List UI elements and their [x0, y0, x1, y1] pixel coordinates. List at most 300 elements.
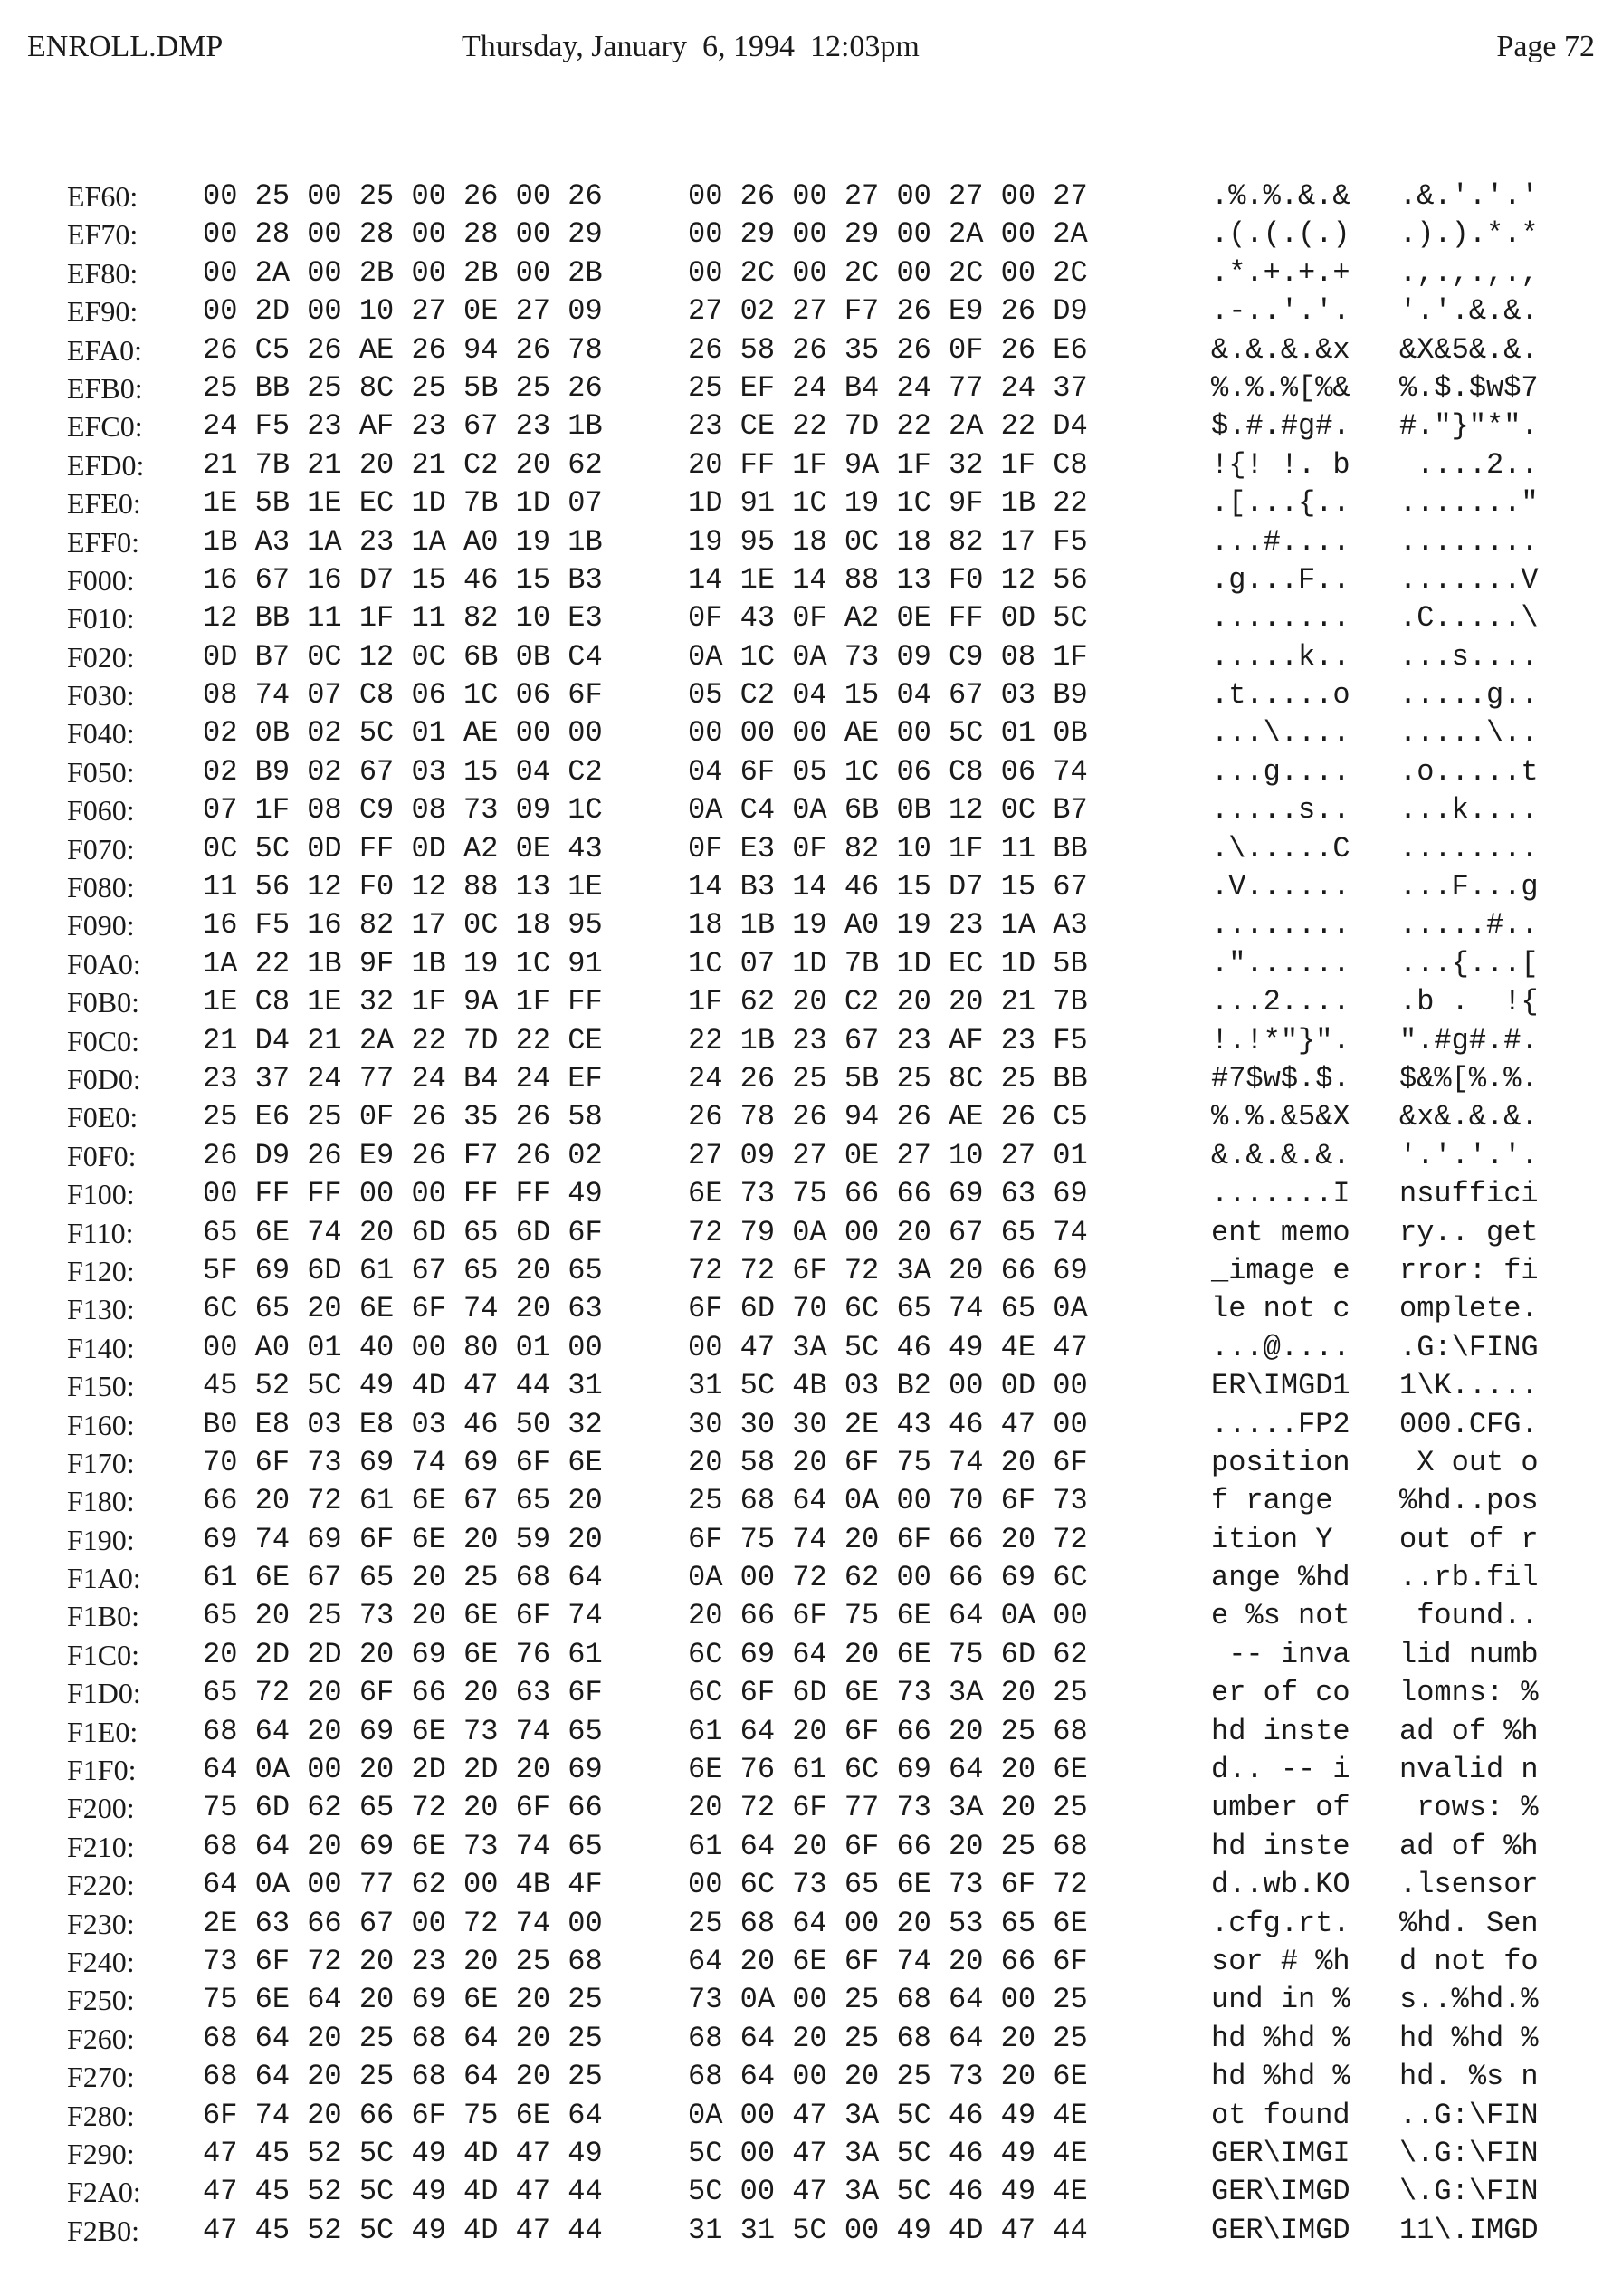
hex-bytes-left: 68 64 20 69 6E 73 74 65	[203, 1714, 603, 1748]
ascii-right: ry.. get	[1399, 1215, 1539, 1249]
hex-bytes-left: 2E 63 66 67 00 72 74 00	[203, 1906, 603, 1940]
ascii-right: .......V	[1399, 562, 1539, 597]
ascii-left: ."......	[1211, 946, 1350, 981]
ascii-left: e %s not	[1211, 1599, 1350, 1633]
hex-bytes-left: 23 37 24 77 24 B4 24 EF	[203, 1061, 603, 1095]
address: F240:	[67, 1945, 135, 1978]
hex-bytes-left: 65 72 20 6F 66 20 63 6F	[203, 1676, 603, 1710]
dump-row	[67, 906, 1588, 944]
dump-row	[67, 1137, 1588, 1175]
hex-bytes-right: 20 72 6F 77 73 3A 20 25	[688, 1791, 1088, 1825]
ascii-left: GER\IMGI	[1211, 2136, 1350, 2170]
address: F070:	[67, 832, 135, 866]
address: F1F0:	[67, 1754, 137, 1787]
address: F040:	[67, 717, 135, 751]
address: F030:	[67, 679, 135, 713]
ascii-right: ...s....	[1399, 639, 1539, 674]
hex-bytes-left: 1E C8 1E 32 1F 9A 1F FF	[203, 985, 603, 1019]
hex-bytes-left: 11 56 12 F0 12 88 13 1E	[203, 870, 603, 904]
dump-row	[67, 945, 1588, 983]
address: F0F0:	[67, 1139, 137, 1172]
hex-bytes-left: 16 67 16 D7 15 46 15 B3	[203, 562, 603, 597]
address: F1D0:	[67, 1677, 141, 1710]
ascii-left: ........	[1211, 601, 1350, 636]
dump-row	[67, 638, 1588, 676]
dump-row	[67, 561, 1588, 599]
hex-bytes-left: 75 6E 64 20 69 6E 20 25	[203, 1983, 603, 2017]
ascii-right: found..	[1399, 1599, 1539, 1633]
hex-bytes-left: 47 45 52 5C 49 4D 47 49	[203, 2136, 603, 2170]
hex-bytes-left: 73 6F 72 20 23 20 25 68	[203, 1944, 603, 1978]
hex-bytes-left: 64 0A 00 77 62 00 4B 4F	[203, 1868, 603, 1902]
address: F020:	[67, 640, 135, 674]
address: F270:	[67, 2061, 135, 2094]
ascii-right: &x&.&.&.	[1399, 1100, 1539, 1134]
hex-bytes-right: 25 68 64 0A 00 70 6F 73	[688, 1484, 1088, 1518]
ascii-left: d..wb.KO	[1211, 1868, 1350, 1902]
address: F0E0:	[67, 1101, 138, 1134]
address: F1E0:	[67, 1715, 138, 1748]
address: F0C0:	[67, 1024, 140, 1057]
hex-bytes-left: 02 0B 02 5C 01 AE 00 00	[203, 716, 603, 751]
hex-bytes-right: 00 6C 73 65 6E 73 6F 72	[688, 1868, 1088, 1902]
hex-bytes-right: 72 72 6F 72 3A 20 66 69	[688, 1253, 1088, 1287]
dump-row	[67, 676, 1588, 714]
hex-bytes-right: 6C 69 64 20 6E 75 6D 62	[688, 1637, 1088, 1671]
ascii-left: ition Y	[1211, 1522, 1350, 1556]
hex-bytes-right: 1F 62 20 C2 20 20 21 7B	[688, 985, 1088, 1019]
hex-bytes-right: 68 64 00 20 25 73 20 6E	[688, 2060, 1088, 2094]
hex-bytes-left: 47 45 52 5C 49 4D 47 44	[203, 2213, 603, 2247]
ascii-left: ........	[1211, 908, 1350, 942]
ascii-left: le not c	[1211, 1292, 1350, 1326]
hex-bytes-left: 45 52 5C 49 4D 47 44 31	[203, 1369, 603, 1403]
ascii-left: #7$w$.$.	[1211, 1061, 1350, 1095]
hex-bytes-left: 00 2D 00 10 27 0E 27 09	[203, 294, 603, 329]
page-number: Page 72	[1496, 30, 1595, 63]
ascii-right: .G:\FING	[1399, 1330, 1539, 1364]
hex-bytes-left: 0C 5C 0D FF 0D A2 0E 43	[203, 831, 603, 866]
hex-bytes-right: 26 78 26 94 26 AE 26 C5	[688, 1100, 1088, 1134]
hex-bytes-right: 0A 00 47 3A 5C 46 49 4E	[688, 2098, 1088, 2132]
address: EFF0:	[67, 525, 140, 559]
hex-bytes-left: 25 E6 25 0F 26 35 26 58	[203, 1100, 603, 1134]
address: F1A0:	[67, 1562, 141, 1595]
ascii-left: ...g....	[1211, 754, 1350, 789]
dump-row	[67, 254, 1588, 292]
hex-bytes-right: 0A C4 0A 6B 0B 12 0C B7	[688, 793, 1088, 828]
address: F210:	[67, 1830, 135, 1863]
hex-bytes-right: 00 47 3A 5C 46 49 4E 47	[688, 1330, 1088, 1364]
hex-bytes-left: 47 45 52 5C 49 4D 47 44	[203, 2175, 603, 2209]
ascii-left: sor # %h	[1211, 1944, 1350, 1978]
hex-bytes-left: 25 BB 25 8C 25 5B 25 26	[203, 370, 603, 405]
hex-bytes-left: 24 F5 23 AF 23 67 23 1B	[203, 409, 603, 444]
ascii-left: umber of	[1211, 1791, 1350, 1825]
ascii-right: nvalid n	[1399, 1753, 1539, 1787]
ascii-left: hd %hd %	[1211, 2060, 1350, 2094]
ascii-left: &.&.&.&.	[1211, 1138, 1350, 1172]
ascii-left: .......I	[1211, 1177, 1350, 1211]
ascii-left: !.!*"}".	[1211, 1023, 1350, 1057]
dump-row	[67, 1521, 1588, 1559]
hex-bytes-left: 00 2A 00 2B 00 2B 00 2B	[203, 255, 603, 290]
ascii-left: GER\IMGD	[1211, 2175, 1350, 2209]
hex-bytes-right: 00 2C 00 2C 00 2C 00 2C	[688, 255, 1088, 290]
ascii-right: hd. %s n	[1399, 2060, 1539, 2094]
address: F100:	[67, 1178, 135, 1211]
ascii-right: rror: fi	[1399, 1253, 1539, 1287]
dump-row	[67, 1943, 1588, 1981]
address: F160:	[67, 1408, 135, 1441]
address: EFE0:	[67, 487, 141, 521]
address: EF90:	[67, 295, 138, 329]
hex-bytes-right: 72 79 0A 00 20 67 65 74	[688, 1215, 1088, 1249]
hex-bytes-left: 1A 22 1B 9F 1B 19 1C 91	[203, 946, 603, 981]
ascii-right: '.'.'.'.	[1399, 1138, 1539, 1172]
hex-bytes-right: 5C 00 47 3A 5C 46 49 4E	[688, 2175, 1088, 2209]
ascii-left: f range	[1211, 1484, 1350, 1518]
hex-bytes-left: 69 74 69 6F 6E 20 59 20	[203, 1522, 603, 1556]
hex-bytes-left: 26 C5 26 AE 26 94 26 78	[203, 332, 603, 367]
hex-bytes-right: 1C 07 1D 7B 1D EC 1D 5B	[688, 946, 1088, 981]
dump-row	[67, 983, 1588, 1021]
ascii-left: .*.+.+.+	[1211, 255, 1350, 290]
dump-row	[67, 1482, 1588, 1520]
address: EF70:	[67, 218, 138, 252]
ascii-right: ...F...g	[1399, 870, 1539, 904]
ascii-left: _image e	[1211, 1253, 1350, 1287]
hex-bytes-right: 25 EF 24 B4 24 77 24 37	[688, 370, 1088, 405]
dump-row	[67, 446, 1588, 484]
hex-bytes-right: 0F E3 0F 82 10 1F 11 BB	[688, 831, 1088, 866]
hex-bytes-left: 6C 65 20 6E 6F 74 20 63	[203, 1292, 603, 1326]
dump-row	[67, 215, 1588, 254]
ascii-left: %.%.%[%&	[1211, 370, 1350, 405]
ascii-right: ad of %h	[1399, 1714, 1539, 1748]
hex-bytes-right: 24 26 25 5B 25 8C 25 BB	[688, 1061, 1088, 1095]
dump-row	[67, 523, 1588, 561]
address: F080:	[67, 871, 135, 904]
ascii-right: .....#..	[1399, 908, 1539, 942]
address: F250:	[67, 1984, 135, 2017]
dump-row	[67, 830, 1588, 868]
ascii-right: s..%hd.%	[1399, 1983, 1539, 2017]
hex-bytes-right: 31 31 5C 00 49 4D 47 44	[688, 2213, 1088, 2247]
ascii-right: nsuffici	[1399, 1177, 1539, 1211]
hex-bytes-right: 73 0A 00 25 68 64 00 25	[688, 1983, 1088, 2017]
dump-row	[67, 1559, 1588, 1597]
hex-bytes-left: 21 7B 21 20 21 C2 20 62	[203, 447, 603, 482]
ascii-right: out of r	[1399, 1522, 1539, 1556]
address: EF60:	[67, 180, 138, 213]
ascii-left: &.&.&.&x	[1211, 332, 1350, 367]
dump-row	[67, 2097, 1588, 2135]
ascii-right: ".#g#.#.	[1399, 1023, 1539, 1057]
ascii-left: ent memo	[1211, 1215, 1350, 1249]
hex-bytes-left: 26 D9 26 E9 26 F7 26 02	[203, 1138, 603, 1172]
hex-bytes-right: 6E 76 61 6C 69 64 20 6E	[688, 1753, 1088, 1787]
ascii-left: .(.(.(.)	[1211, 217, 1350, 252]
address: F230:	[67, 1907, 135, 1940]
ascii-left: .V......	[1211, 870, 1350, 904]
ascii-left: .g...F..	[1211, 562, 1350, 597]
ascii-right: ........	[1399, 524, 1539, 559]
ascii-left: hd inste	[1211, 1829, 1350, 1863]
address: F0D0:	[67, 1062, 141, 1095]
hex-bytes-right: 14 1E 14 88 13 F0 12 56	[688, 562, 1088, 597]
hex-bytes-left: 12 BB 11 1F 11 82 10 E3	[203, 601, 603, 636]
hex-bytes-left: 02 B9 02 67 03 15 04 C2	[203, 754, 603, 789]
ascii-right: ..rb.fil	[1399, 1561, 1539, 1595]
ascii-left: .%.%.&.&	[1211, 179, 1350, 213]
dump-row	[67, 407, 1588, 445]
address: F090:	[67, 909, 135, 942]
hex-bytes-left: 00 28 00 28 00 28 00 29	[203, 217, 603, 252]
hex-bytes-left: 16 F5 16 82 17 0C 18 95	[203, 908, 603, 942]
ascii-left: hd inste	[1211, 1714, 1350, 1748]
dump-row	[67, 1866, 1588, 1904]
ascii-left: %.%.&5&X	[1211, 1100, 1350, 1134]
ascii-left: -- inva	[1211, 1637, 1350, 1671]
dump-row	[67, 1060, 1588, 1098]
ascii-right: $&%[%.%.	[1399, 1061, 1539, 1095]
dump-row	[67, 2020, 1588, 2058]
ascii-left: .....k..	[1211, 639, 1350, 674]
ascii-left: .t.....o	[1211, 678, 1350, 713]
ascii-left: .cfg.rt.	[1211, 1906, 1350, 1940]
ascii-left: er of co	[1211, 1676, 1350, 1710]
ascii-left: .[...{..	[1211, 486, 1350, 521]
address: F260:	[67, 2022, 135, 2055]
ascii-right: .....g..	[1399, 678, 1539, 713]
hex-bytes-left: 21 D4 21 2A 22 7D 22 CE	[203, 1023, 603, 1057]
hex-bytes-left: 6F 74 20 66 6F 75 6E 64	[203, 2098, 603, 2132]
hex-bytes-right: 6F 75 74 20 6F 66 20 72	[688, 1522, 1088, 1556]
dump-row	[67, 292, 1588, 330]
hex-bytes-right: 30 30 30 2E 43 46 47 00	[688, 1407, 1088, 1441]
hex-bytes-left: 70 6F 73 69 74 69 6F 6E	[203, 1445, 603, 1479]
hex-bytes-right: 20 FF 1F 9A 1F 32 1F C8	[688, 447, 1088, 482]
ascii-right: .&.'.'.'	[1399, 179, 1539, 213]
hex-bytes-left: 61 6E 67 65 20 25 68 64	[203, 1561, 603, 1595]
address: EFD0:	[67, 448, 145, 482]
ascii-right: hd %hd %	[1399, 2021, 1539, 2055]
ascii-right: %hd..pos	[1399, 1484, 1539, 1518]
dump-row	[67, 331, 1588, 369]
hex-bytes-right: 22 1B 23 67 23 AF 23 F5	[688, 1023, 1088, 1057]
ascii-right: ..G:\FIN	[1399, 2098, 1539, 2132]
address: EF80:	[67, 256, 138, 290]
hex-bytes-right: 00 29 00 29 00 2A 00 2A	[688, 217, 1088, 252]
dump-row	[67, 2135, 1588, 2173]
hex-bytes-left: 75 6D 62 65 72 20 6F 66	[203, 1791, 603, 1825]
hex-bytes-left: 65 20 25 73 20 6E 6F 74	[203, 1599, 603, 1633]
ascii-left: GER\IMGD	[1211, 2213, 1350, 2247]
ascii-right: '.'.&.&.	[1399, 294, 1539, 329]
hex-bytes-left: 65 6E 74 20 6D 65 6D 6F	[203, 1215, 603, 1249]
dump-row	[67, 1981, 1588, 2019]
address: F280:	[67, 2099, 135, 2132]
hex-bytes-right: 6C 6F 6D 6E 73 3A 20 25	[688, 1676, 1088, 1710]
hex-bytes-right: 0A 1C 0A 73 09 C9 08 1F	[688, 639, 1088, 674]
hex-bytes-left: 0D B7 0C 12 0C 6B 0B C4	[203, 639, 603, 674]
ascii-right: .....\..	[1399, 716, 1539, 751]
hex-bytes-right: 00 26 00 27 00 27 00 27	[688, 179, 1088, 213]
hex-bytes-left: 1B A3 1A 23 1A A0 19 1B	[203, 524, 603, 559]
hex-bytes-right: 27 09 27 0E 27 10 27 01	[688, 1138, 1088, 1172]
hex-bytes-right: 68 64 20 25 68 64 20 25	[688, 2021, 1088, 2055]
ascii-right: #."}"*".	[1399, 409, 1539, 444]
hex-bytes-right: 61 64 20 6F 66 20 25 68	[688, 1829, 1088, 1863]
dump-row	[67, 1444, 1588, 1482]
ascii-right: ......."	[1399, 486, 1539, 521]
dump-row	[67, 2058, 1588, 2096]
ascii-left: ...\....	[1211, 716, 1350, 751]
hex-bytes-left: 07 1F 08 C9 08 73 09 1C	[203, 793, 603, 828]
ascii-right: X out o	[1399, 1445, 1539, 1479]
hex-bytes-left: 68 64 20 25 68 64 20 25	[203, 2021, 603, 2055]
hex-bytes-right: 31 5C 4B 03 B2 00 0D 00	[688, 1369, 1088, 1403]
dump-row	[67, 1674, 1588, 1712]
dump-row	[67, 1828, 1588, 1866]
dump-row	[67, 1636, 1588, 1674]
ascii-left: hd %hd %	[1211, 2021, 1350, 2055]
address: F2A0:	[67, 2176, 141, 2209]
dump-row	[67, 1022, 1588, 1060]
ascii-right: rows: %	[1399, 1791, 1539, 1825]
dump-row	[67, 1098, 1588, 1136]
ascii-right: 1\K.....	[1399, 1369, 1539, 1403]
hex-bytes-right: 26 58 26 35 26 0F 26 E6	[688, 332, 1088, 367]
hex-bytes-right: 64 20 6E 6F 74 20 66 6F	[688, 1944, 1088, 1978]
address: F120:	[67, 1254, 135, 1287]
ascii-right: ...k....	[1399, 793, 1539, 828]
ascii-right: ad of %h	[1399, 1829, 1539, 1863]
ascii-left: ...#....	[1211, 524, 1350, 559]
address: F2B0:	[67, 2214, 140, 2247]
ascii-left: !{! !. b	[1211, 447, 1350, 482]
ascii-left: ...2....	[1211, 985, 1350, 1019]
ascii-right: .,.,.,.,	[1399, 255, 1539, 290]
ascii-right: .lsensor	[1399, 1868, 1539, 1902]
hex-bytes-right: 5C 00 47 3A 5C 46 49 4E	[688, 2136, 1088, 2170]
address: F110:	[67, 1216, 134, 1249]
ascii-right: %hd. Sen	[1399, 1906, 1539, 1940]
dump-row	[67, 1367, 1588, 1405]
hex-bytes-right: 61 64 20 6F 66 20 25 68	[688, 1714, 1088, 1748]
hex-bytes-left: 20 2D 2D 20 69 6E 76 61	[203, 1637, 603, 1671]
hex-bytes-left: 08 74 07 C8 06 1C 06 6F	[203, 678, 603, 713]
ascii-right: .b . !{	[1399, 985, 1539, 1019]
ascii-right: lomns: %	[1399, 1676, 1539, 1710]
dump-row	[67, 2212, 1588, 2250]
address: F0A0:	[67, 947, 141, 981]
address: F1C0:	[67, 1638, 140, 1671]
hex-bytes-left: 68 64 20 69 6E 73 74 65	[203, 1829, 603, 1863]
dump-row	[67, 1290, 1588, 1328]
hex-bytes-right: 18 1B 19 A0 19 23 1A A3	[688, 908, 1088, 942]
hex-bytes-right: 19 95 18 0C 18 82 17 F5	[688, 524, 1088, 559]
hex-bytes-left: 68 64 20 25 68 64 20 25	[203, 2060, 603, 2094]
ascii-left: .-..'.'.	[1211, 294, 1350, 329]
ascii-right: d not fo	[1399, 1944, 1539, 1978]
address: F130:	[67, 1293, 135, 1326]
hex-bytes-right: 27 02 27 F7 26 E9 26 D9	[688, 294, 1088, 329]
ascii-right: ...{...[	[1399, 946, 1539, 981]
address: F140:	[67, 1331, 135, 1364]
ascii-right: ........	[1399, 831, 1539, 866]
ascii-right: &X&5&.&.	[1399, 332, 1539, 367]
ascii-right: ....2..	[1399, 447, 1539, 482]
ascii-left: ...@....	[1211, 1330, 1350, 1364]
address: F220:	[67, 1869, 135, 1902]
ascii-right: 11\.IMGD	[1399, 2213, 1539, 2247]
hex-bytes-left: 66 20 72 61 6E 67 65 20	[203, 1484, 603, 1518]
dump-row	[67, 1789, 1588, 1827]
dump-row	[67, 868, 1588, 906]
ascii-right: \.G:\FIN	[1399, 2136, 1539, 2170]
dump-row	[67, 1406, 1588, 1444]
hex-bytes-right: 14 B3 14 46 15 D7 15 67	[688, 870, 1088, 904]
hex-bytes-right: 05 C2 04 15 04 67 03 B9	[688, 678, 1088, 713]
ascii-left: ER\IMGD1	[1211, 1369, 1350, 1403]
hex-bytes-left: 1E 5B 1E EC 1D 7B 1D 07	[203, 486, 603, 521]
hex-bytes-right: 25 68 64 00 20 53 65 6E	[688, 1906, 1088, 1940]
hex-bytes-left: 00 A0 01 40 00 80 01 00	[203, 1330, 603, 1364]
hex-bytes-left: 5F 69 6D 61 67 65 20 65	[203, 1253, 603, 1287]
ascii-right: 000.CFG.	[1399, 1407, 1539, 1441]
dump-row	[67, 599, 1588, 637]
hex-bytes-right: 20 66 6F 75 6E 64 0A 00	[688, 1599, 1088, 1633]
hex-bytes-right: 00 00 00 AE 00 5C 01 0B	[688, 716, 1088, 751]
dump-row	[67, 177, 1588, 215]
hex-bytes-right: 20 58 20 6F 75 74 20 6F	[688, 1445, 1088, 1479]
dump-row	[67, 1252, 1588, 1290]
dump-row	[67, 1597, 1588, 1635]
dump-row	[67, 714, 1588, 752]
hex-bytes-left: 00 FF FF 00 00 FF FF 49	[203, 1177, 603, 1211]
address: F1B0:	[67, 1600, 140, 1633]
ascii-left: d.. -- i	[1211, 1753, 1350, 1787]
address: F0B0:	[67, 986, 140, 1019]
hex-bytes-right: 6E 73 75 66 66 69 63 69	[688, 1177, 1088, 1211]
ascii-right: lid numb	[1399, 1637, 1539, 1671]
ascii-left: .....s..	[1211, 793, 1350, 828]
ascii-right: \.G:\FIN	[1399, 2175, 1539, 2209]
address: F190:	[67, 1523, 135, 1556]
dump-row	[67, 1713, 1588, 1751]
ascii-left: position	[1211, 1445, 1350, 1479]
dump-row	[67, 1175, 1588, 1213]
address: F010:	[67, 602, 135, 636]
ascii-left: ange %hd	[1211, 1561, 1350, 1595]
ascii-left: $.#.#g#.	[1211, 409, 1350, 444]
dump-row	[67, 791, 1588, 829]
address: F180:	[67, 1485, 135, 1518]
ascii-left: und in %	[1211, 1983, 1350, 2017]
hex-bytes-right: 23 CE 22 7D 22 2A 22 D4	[688, 409, 1088, 444]
ascii-right: %.$.$w$7	[1399, 370, 1539, 405]
dump-row	[67, 753, 1588, 791]
dump-row	[67, 369, 1588, 407]
hex-bytes-left: B0 E8 03 E8 03 46 50 32	[203, 1407, 603, 1441]
ascii-right: .).).*.*	[1399, 217, 1539, 252]
dump-row	[67, 1214, 1588, 1252]
page-header	[27, 29, 1595, 65]
address: F170:	[67, 1446, 135, 1479]
ascii-right: .C.....\	[1399, 601, 1539, 636]
